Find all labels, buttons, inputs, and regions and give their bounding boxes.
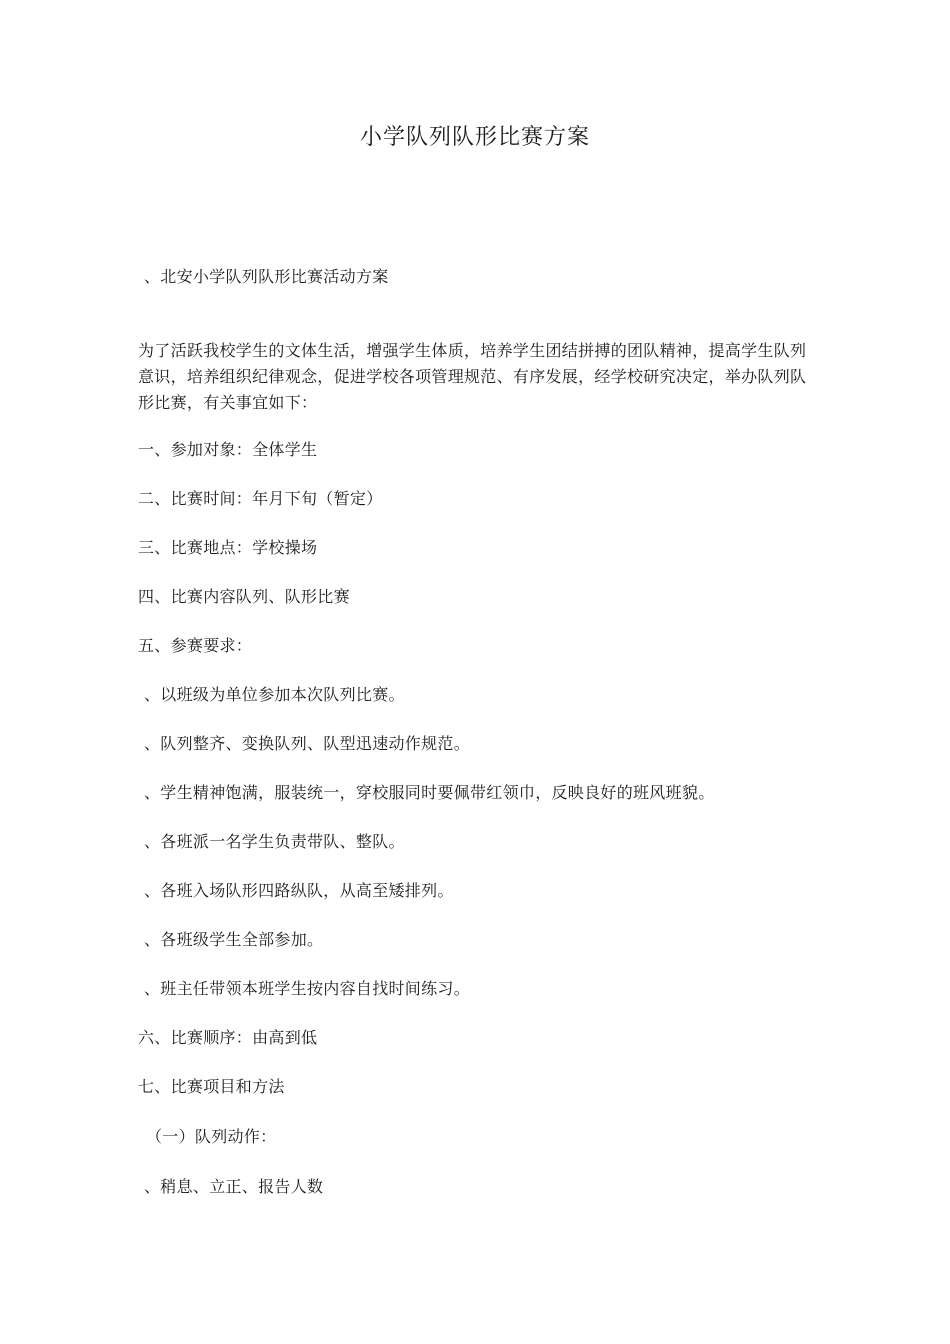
section-heading: 四、比赛内容队列、队形比赛: [138, 587, 350, 606]
section-heading: 六、比赛顺序：由高到低: [138, 1028, 318, 1047]
list-item: 、各班入场队形四路纵队，从高至矮排列。: [144, 881, 454, 900]
list-item: 、队列整齐、变换队列、队型迅速动作规范。: [144, 734, 471, 753]
list-item: 、稍息、立正、报告人数: [144, 1177, 324, 1196]
document-subtitle: 、北安小学队列队形比赛活动方案: [144, 267, 389, 286]
document-title: 小学队列队形比赛方案: [359, 125, 590, 150]
list-item: 、各班级学生全部参加。: [144, 930, 324, 949]
section-heading: 五、参赛要求：: [138, 636, 253, 655]
subsection-heading: （一）队列动作：: [146, 1127, 277, 1146]
list-item: 、各班派一名学生负责带队、整队。: [144, 832, 405, 851]
list-item: 、以班级为单位参加本次队列比赛。: [144, 685, 405, 704]
list-item: 、班主任带领本班学生按内容自找时间练习。: [144, 979, 471, 998]
section-heading: 二、比赛时间：年月下旬（暂定）: [138, 489, 383, 508]
section-heading: 三、比赛地点：学校操场: [138, 538, 318, 557]
intro-paragraph: 为了活跃我校学生的文体生活，增强学生体质，培养学生团结拼搏的团队精神，提高学生队列意识，培养组织纪律观念，促进学校各项管理规范、有序发展，经学校研究决定，举办队列队形比赛，有关事宜如下：: [138, 341, 807, 412]
list-item: 、学生精神饱满，服装统一，穿校服同时要佩带红领巾，反映良好的班风班貌。: [144, 783, 715, 802]
section-heading: 一、参加对象：全体学生: [138, 440, 318, 459]
section-heading: 七、比赛项目和方法: [138, 1077, 285, 1096]
